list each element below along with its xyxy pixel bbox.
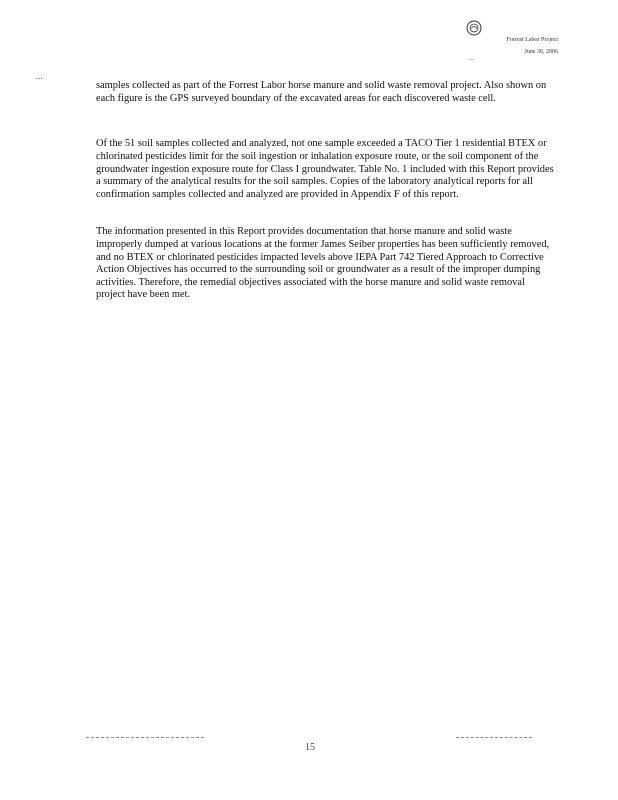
body-paragraph-3: The information presented in this Report provides documentation that horse manure and solid waste improperly dumped at various locations at the former James Seiber properties has been sufficiently removed, and no BTEX or chlorinated pesticides impacted levels above IEPA Part 742 Tiered Approach to Corrective Action Objectives has occurred to the surrounding soil or groundwater as a result of the improper dumping activities. Therefore, the remedial objectives associated with the horse manure and solid waste removal project have been met. — [96, 226, 550, 301]
page-number: 15 — [305, 742, 315, 753]
body-paragraph-1: samples collected as part of the Forrest Labor horse manure and solid waste removal project. Also shown on each figure is the GPS surveyed boundary of the excavated areas for each discovered waste cell. — [96, 80, 547, 104]
header-date: June 30, 2006 — [524, 49, 558, 55]
header-mark: — — [468, 57, 474, 63]
header-project-name: Forrest Labor Project — [506, 37, 558, 43]
margin-mark: ... — [36, 71, 43, 81]
body-paragraph-2: Of the 51 soil samples collected and analyzed, not one sample exceeded a TACO Tier 1 residential BTEX or chlorinated pesticides limit for the soil ingestion or inhalation exposure route, or the soil component of the groundwater ingestion exposure route for Class I groundwater. Table No. 1 included with this Report provides a summary of the analytical results for the soil samples. Copies of the laboratory analytical reports for all confirmation samples collected and analyzed are provided in Appendix F of this report. — [96, 138, 554, 200]
footer-rule-right — [456, 737, 532, 738]
circular-seal-icon — [466, 20, 482, 36]
footer-rule-left — [86, 737, 204, 738]
